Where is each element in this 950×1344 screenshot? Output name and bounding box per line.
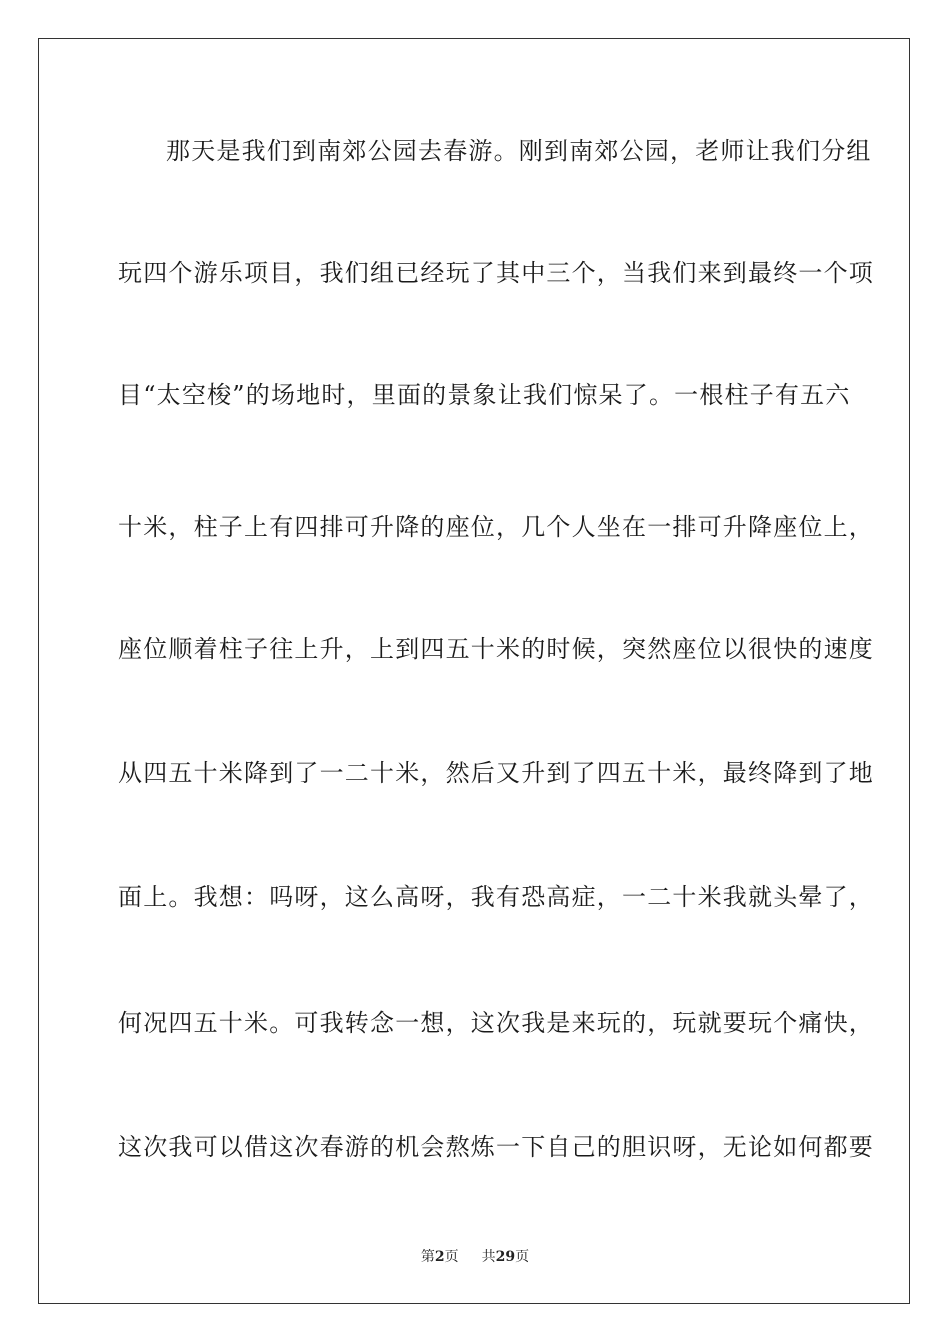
paragraph-line: 这次我可以借这次春游的机会熬炼一下自己的胆识呀，无论如何都要 bbox=[118, 1133, 874, 1161]
paragraph-line: 目“太空梭”的场地时，里面的景象让我们惊呆了。一根柱子有五六 bbox=[118, 381, 851, 409]
paragraph-line: 十米，柱子上有四排可升降的座位，几个人坐在一排可升降座位上， bbox=[118, 513, 874, 541]
page-suffix: 页 bbox=[444, 1249, 459, 1265]
page-number-label bbox=[421, 1248, 459, 1266]
total-prefix: 共 bbox=[481, 1249, 496, 1265]
paragraph-line: 座位顺着柱子往上升，上到四五十米的时候，突然座位以很快的速度 bbox=[118, 635, 874, 663]
paragraph-line: 何况四五十米。可我转念一想，这次我是来玩的，玩就要玩个痛快， bbox=[118, 1009, 874, 1037]
paragraph-line: 玩四个游乐项目，我们组已经玩了其中三个，当我们来到最终一个项 bbox=[118, 259, 874, 287]
paragraph-line: 那天是我们到南郊公园去春游。刚到南郊公园，老师让我们分组 bbox=[166, 137, 872, 165]
current-page-number: 2 bbox=[434, 1249, 445, 1265]
paragraph-line: 从四五十米降到了一二十米，然后又升到了四五十米，最终降到了地 bbox=[118, 759, 874, 787]
page-footer bbox=[0, 1248, 950, 1266]
total-suffix: 页 bbox=[515, 1249, 530, 1265]
paragraph-line: 面上。我想：吗呀，这么高呀，我有恐高症，一二十米我就头晕了， bbox=[118, 883, 874, 911]
page-prefix: 第 bbox=[420, 1249, 435, 1265]
page-border bbox=[38, 38, 910, 1304]
total-page-count: 29 bbox=[495, 1249, 516, 1265]
page-total-label bbox=[482, 1248, 529, 1266]
